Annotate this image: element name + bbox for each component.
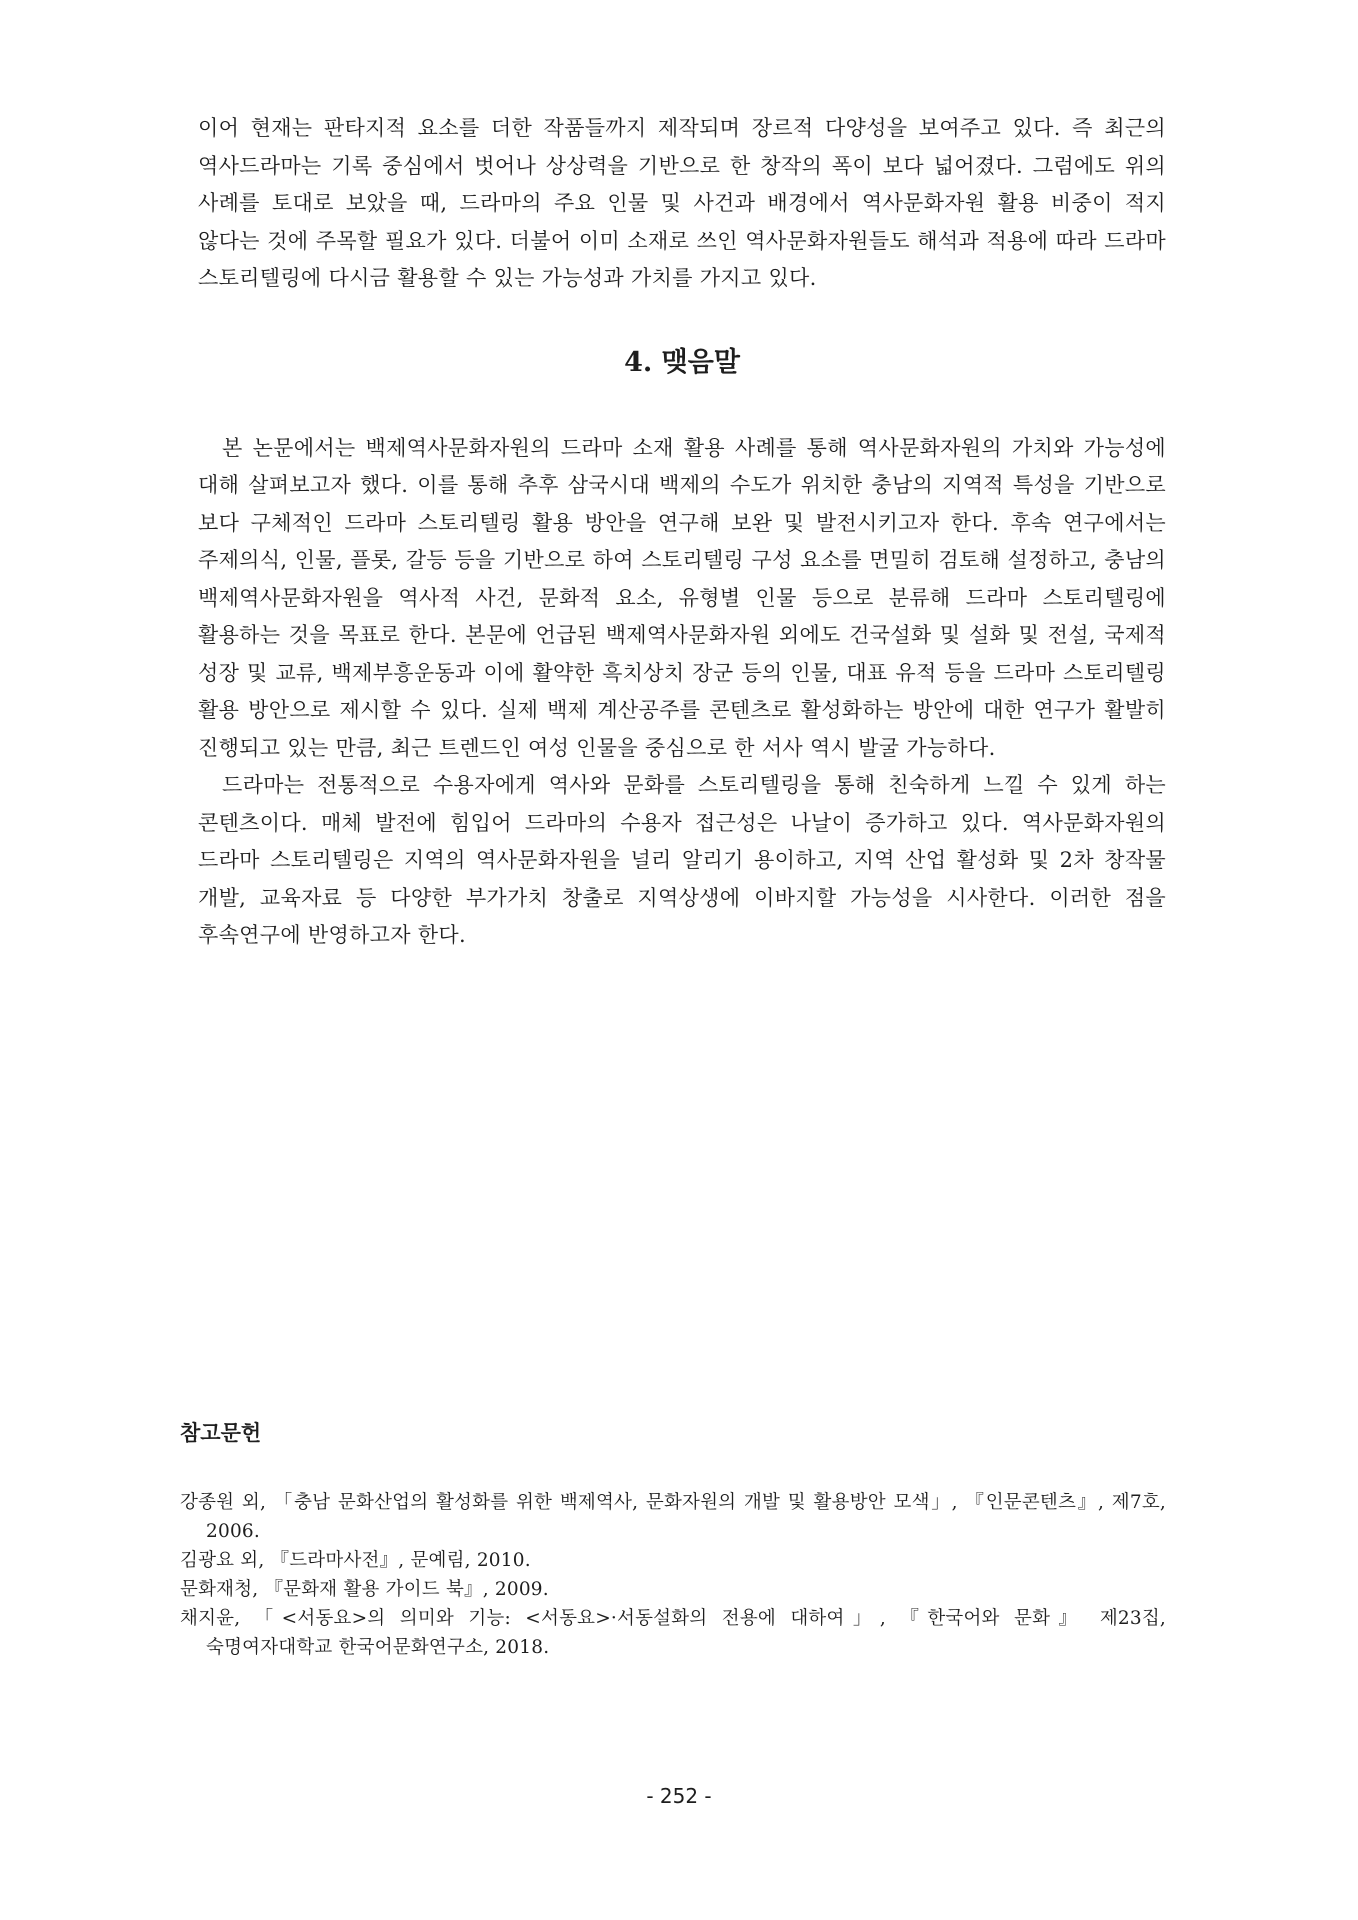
page-body (198, 110, 1166, 955)
references-heading: 참고문헌 (180, 1421, 262, 1445)
references-list (180, 1488, 1166, 1662)
reference-item: 문화재청, 『문화재 활용 가이드 북』, 2009. (180, 1579, 549, 1600)
page-number: - 252 - (646, 1784, 712, 1808)
conclusion-paragraph-2: 드라마는 전통적으로 수용자에게 역사와 문화를 스토리텔링을 통해 친숙하게 느낄 수 있게 하는 콘텐츠이다. 매체 발전에 힘입어 드라마의 수용자 접근성은 나날이 증가하고 있다. 역사문화자원의 드라마 스토리텔링은 지역의 역사문화자원을 널리 알리기 용이하고, 지역 산업 활성화 및 2차 창작물 개발, 교육자료 등 다양한 부가가치 창출로 지역상생에 이바지할 가능성을 시사한다. 이러한 점을 후속연구에 반영하고자 한다. (198, 773, 1166, 947)
conclusion-paragraph-1: 본 논문에서는 백제역사문화자원의 드라마 소재 활용 사례를 통해 역사문화자원의 가치와 가능성에 대해 살펴보고자 했다. 이를 통해 추후 삼국시대 백제의 수도가 위치한 충남의 지역적 특성을 기반으로 보다 구체적인 드라마 스토리텔링 활용 방안을 연구해 보완 및 발전시키고자 한다. 후속 연구에서는 주제의식, 인물, 플롯, 갈등 등을 기반으로 하여 스토리텔링 구성 요소를 면밀히 검토해 설정하고, 충남의 백제역사문화자원을 역사적 사건, 문화적 요소, 유형별 인물 등으로 분류해 드라마 스토리텔링에 활용하는 것을 목표로 한다. 본문에 언급된 백제역사문화자원 외에도 건국설화 및 설화 및 전설, 국제적 성장 및 교류, 백제부흥운동과 이에 활약한 흑치상치 장군 등의 인물, 대표 유적 등을 드라마 스토리텔링 활용 방안으로 제시할 수 있다. 실제 백제 계산공주를 콘텐츠로 활성화하는 방안에 대한 연구가 활발히 진행되고 있는 만큼, 최근 트렌드인 여성 인물을 중심으로 한 서사 역시 발굴 가능하다. (198, 435, 1166, 760)
section-title: 4. 맺음말 (624, 346, 740, 378)
reference-item: 채지윤, 「<서동요>의 의미와 기능: <서동요>·서동설화의 전용에 대하여」, 『한국어와 문화』 제23집, 숙명여자대학교 한국어문화연구소, 2018. (180, 1608, 1166, 1658)
intro-paragraph: 이어 현재는 판타지적 요소를 더한 작품들까지 제작되며 장르적 다양성을 보여주고 있다. 즉 최근의 역사드라마는 기록 중심에서 벗어나 상상력을 기반으로 한 창작의 폭이 보다 넓어졌다. 그럼에도 위의 사례를 토대로 보았을 때, 드라마의 주요 인물 및 사건과 배경에서 역사문화자원 활용 비중이 적지 않다는 것에 주목할 필요가 있다. 더불어 이미 소재로 쓰인 역사문화자원들도 해석과 적용에 따라 드라마 스토리텔링에 다시금 활용할 수 있는 가능성과 가치를 가지고 있다. (198, 116, 1166, 290)
reference-item: 김광요 외, 『드라마사전』, 문예림, 2010. (180, 1550, 531, 1571)
reference-item: 강종원 외, 「충남 문화산업의 활성화를 위한 백제역사, 문화자원의 개발 및 활용방안 모색」, 『인문콘텐츠』, 제7호, 2006. (180, 1492, 1166, 1542)
